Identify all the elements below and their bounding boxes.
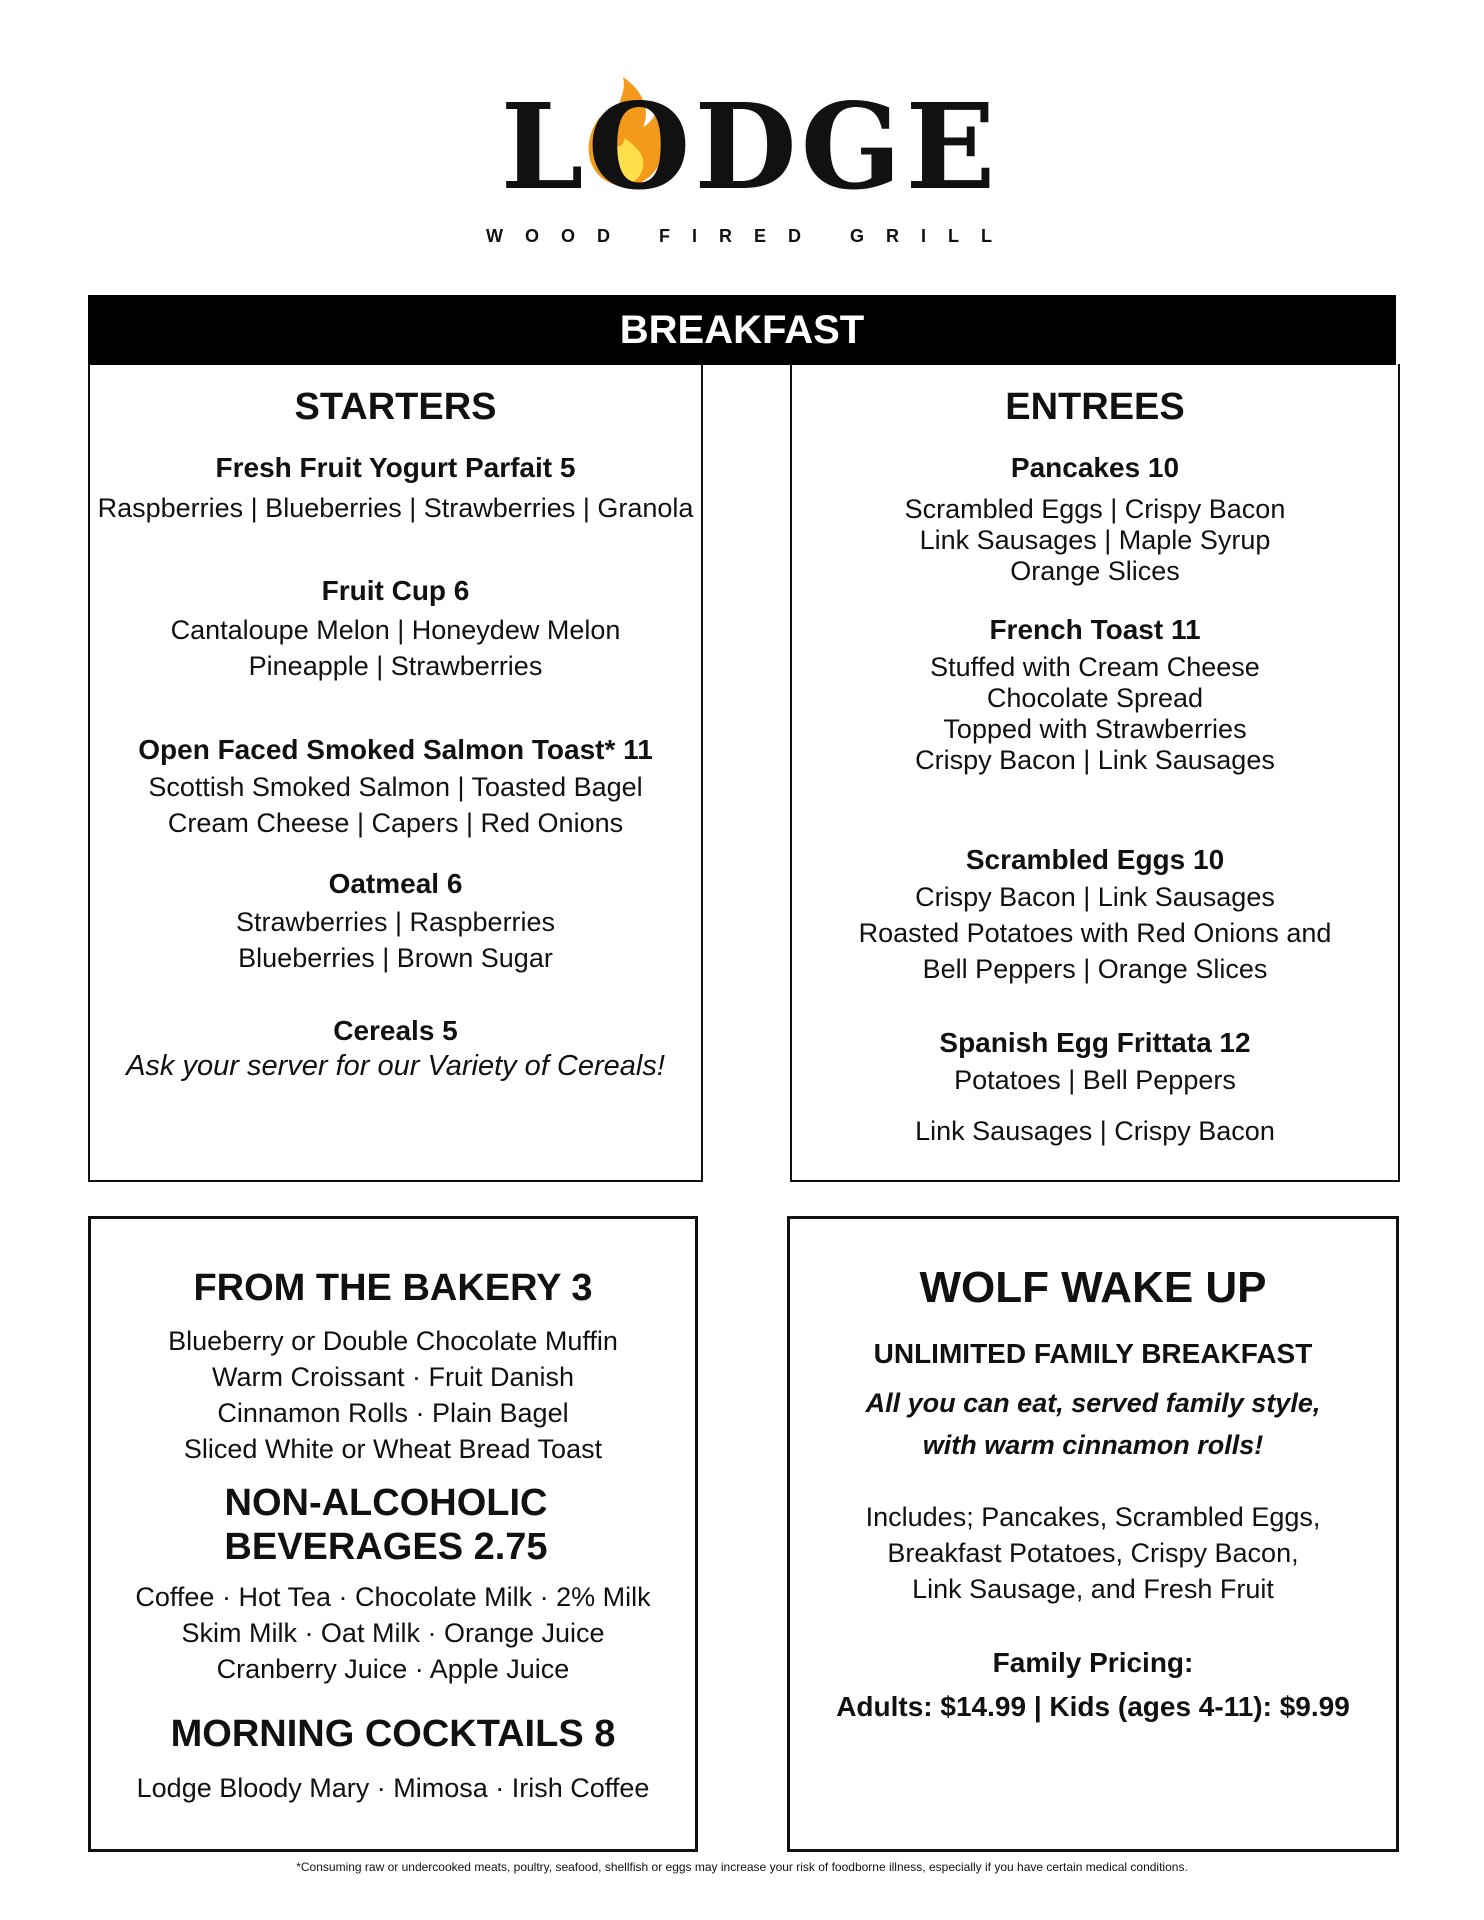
includes-list: Includes; Pancakes, Scrambled Eggs, Breakfast Potatoes, Crispy Bacon, Link Sausage, and Fresh Fruit (865, 1502, 1321, 1604)
section-title: FROM THE BAKERY 3 (193, 1267, 593, 1309)
breakfast-banner: BREAKFAST (88, 295, 1396, 365)
menu-item-name: Open Faced Smoked Salmon Toast* 11 (138, 734, 653, 765)
menu-item-name: Oatmeal 6 (328, 868, 463, 899)
footnote: *Consuming raw or undercooked meats, poultry, seafood, shellfish or eggs may increase your risk of foodborne illness, especially if you have certain medical conditions. (296, 1860, 1188, 1874)
menu-item-desc: Link Sausages | Crispy Bacon (915, 1116, 1275, 1146)
beverages-list: Coffee · Hot Tea · Chocolate Milk · 2% Milk Skim Milk · Oat Milk · Orange Juice Cranberry Juice · Apple Juice (135, 1582, 651, 1684)
menu-item-desc: Cantaloupe Melon | Honeydew Melon Pineapple | Strawberries (170, 615, 621, 681)
section-title: MORNING COCKTAILS 8 (170, 1713, 616, 1755)
section-title: STARTERS (294, 386, 497, 428)
pricing: Adults: $14.99 | Kids (ages 4-11): $9.99 (836, 1691, 1350, 1722)
menu-item-name: Fruit Cup 6 (321, 575, 470, 606)
section-tagline: All you can eat, served family style, with warm cinnamon rolls! (865, 1388, 1321, 1460)
section-title: ENTREES (1005, 386, 1185, 428)
logo-tagline: WOOD FIRED GRILL (486, 226, 1014, 246)
cocktails-list: Lodge Bloody Mary · Mimosa · Irish Coffee (136, 1773, 650, 1803)
menu-item-name: Cereals 5 (333, 1015, 458, 1046)
menu-item-desc: Stuffed with Cream Cheese Chocolate Spread Topped with Strawberries Crispy Bacon | Link Sausages (915, 652, 1275, 775)
menu-item-desc: Scottish Smoked Salmon | Toasted Bagel Cream Cheese | Capers | Red Onions (148, 772, 643, 838)
starters-section (88, 364, 703, 1182)
menu-item-desc: Scrambled Eggs | Crispy Bacon Link Sausages | Maple Syrup Orange Slices (904, 494, 1286, 586)
wolf-wake-up-section (787, 1216, 1399, 1852)
menu-item-name: Spanish Egg Frittata 12 (939, 1027, 1251, 1058)
menu-item-desc: Ask your server for our Variety of Cereals! (126, 1050, 665, 1082)
menu-item-name: French Toast 11 (989, 614, 1201, 645)
entrees-section (790, 364, 1400, 1182)
menu-item-name: Scrambled Eggs 10 (965, 844, 1225, 875)
section-title: NON-ALCOHOLIC BEVERAGES 2.75 (224, 1482, 548, 1568)
section-title: WOLF WAKE UP (919, 1263, 1267, 1312)
menu-item-name: Fresh Fruit Yogurt Parfait 5 (215, 452, 576, 483)
menu-item-desc: Strawberries | Raspberries Blueberries | Brown Sugar (235, 907, 556, 973)
section-subtitle: UNLIMITED FAMILY BREAKFAST (873, 1338, 1313, 1369)
bakery-beverages-section (88, 1216, 698, 1852)
menu-item-desc: Crispy Bacon | Link Sausages Roasted Potatoes with Red Onions and Bell Peppers | Orange Slices (858, 882, 1332, 984)
pricing-label: Family Pricing: (992, 1647, 1194, 1678)
menu-item-name: Pancakes 10 (1010, 452, 1180, 483)
menu-item-desc: Potatoes | Bell Peppers (954, 1065, 1236, 1095)
logo: LODGE (500, 77, 1000, 216)
bakery-list: Blueberry or Double Chocolate Muffin Warm Croissant · Fruit Danish Cinnamon Rolls · Plain Bagel Sliced White or Wheat Bread Toast (168, 1326, 618, 1464)
menu-item-desc: Raspberries | Blueberries | Strawberries | Granola (97, 493, 694, 523)
